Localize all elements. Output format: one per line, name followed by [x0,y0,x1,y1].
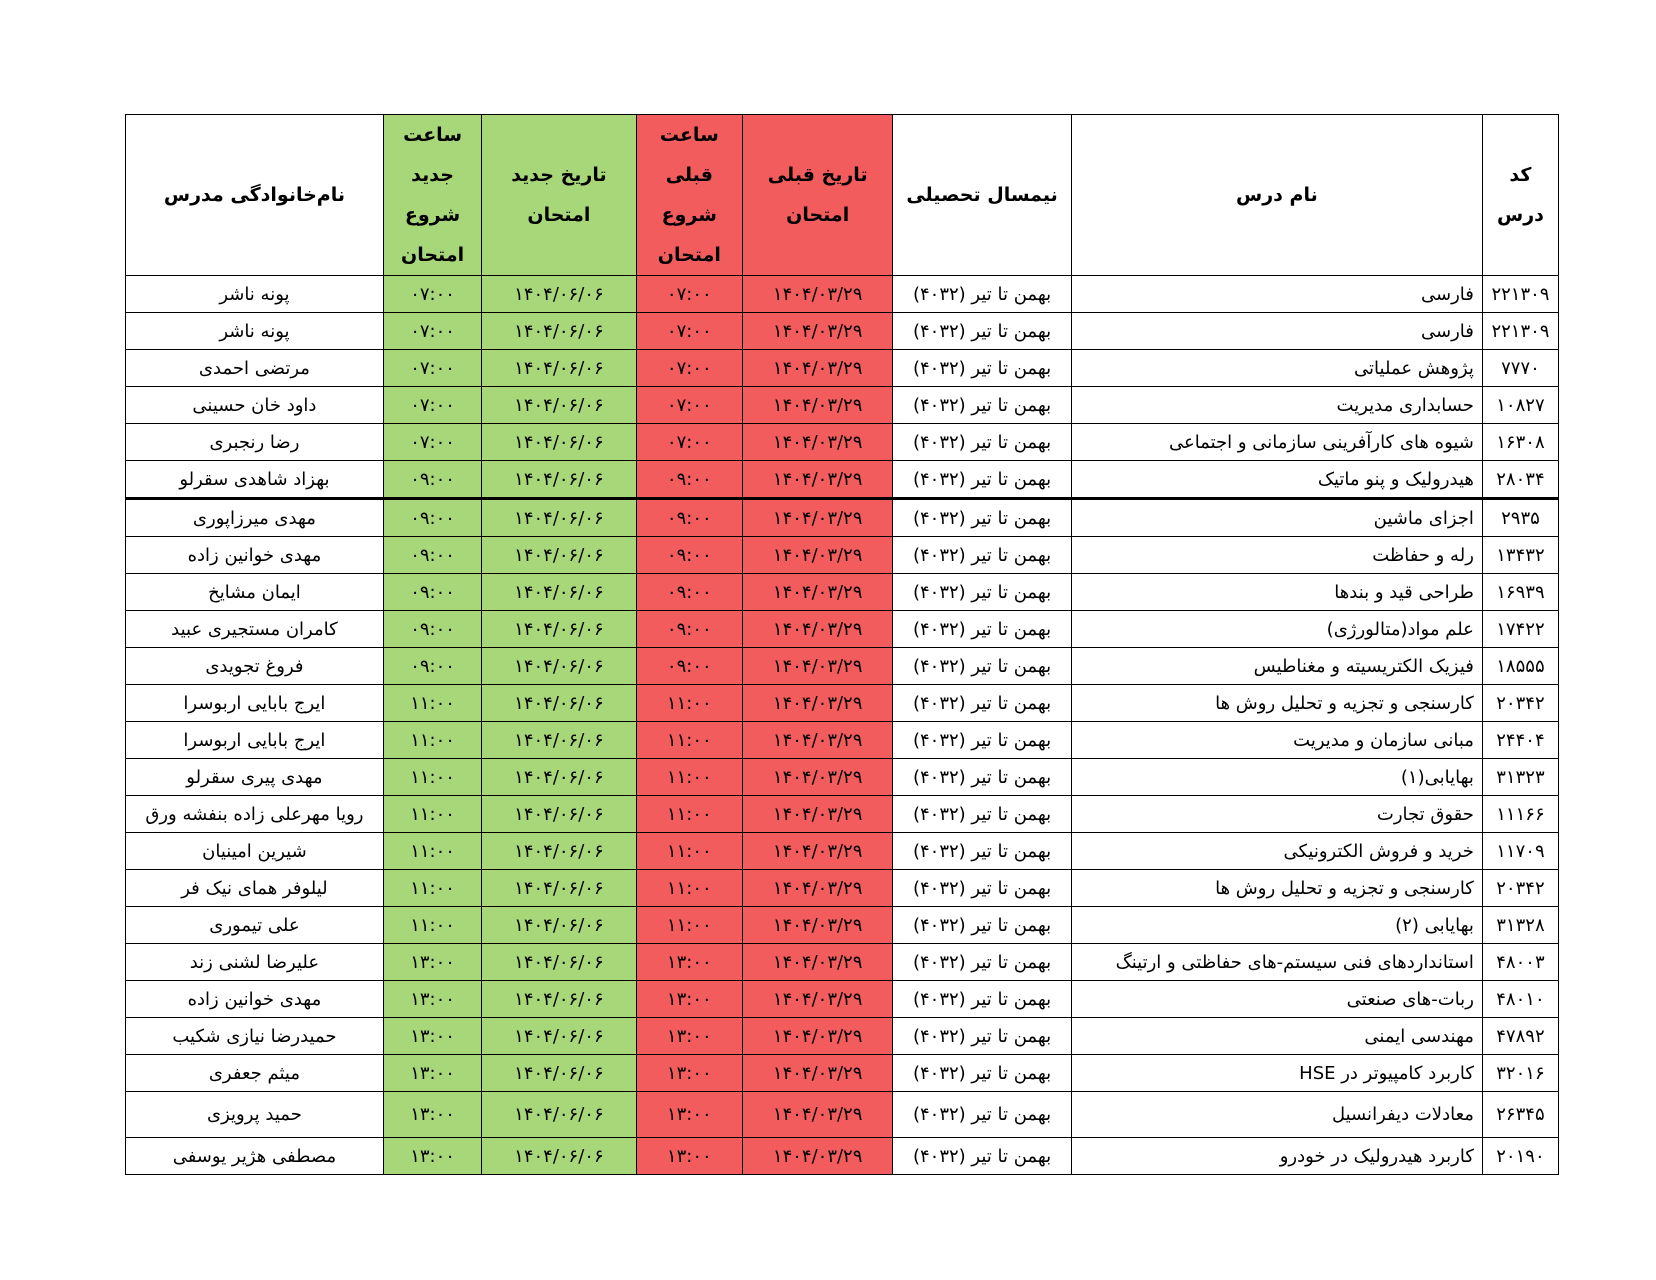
course-name-cell: اجزای ماشین [1071,499,1482,537]
new-time-cell: ۱۳:۰۰ [383,981,481,1018]
previous-time-cell: ۱۳:۰۰ [636,944,743,981]
new-date-cell: ۱۴۰۴/۰۶/۰۶ [482,387,636,424]
instructor-cell: علی تیموری [126,907,384,944]
new-date-cell: ۱۴۰۴/۰۶/۰۶ [482,1018,636,1055]
new-date-cell: ۱۴۰۴/۰۶/۰۶ [482,537,636,574]
new-time-cell: ۰۹:۰۰ [383,537,481,574]
header-previous-time: ساعت قبلی شروع امتحان [636,115,743,276]
table-row [126,759,1559,796]
table-row [126,796,1559,833]
table-row [126,870,1559,907]
new-time-cell: ۱۱:۰۰ [383,722,481,759]
previous-time-cell: ۱۳:۰۰ [636,1018,743,1055]
semester-cell: بهمن تا تیر (۴۰۳۲) [893,1092,1072,1138]
table-row [126,574,1559,611]
course-name-cell: استانداردهای فنی سیستم-های حفاظتی و ارتینگ [1071,944,1482,981]
semester-cell: بهمن تا تیر (۴۰۳۲) [893,833,1072,870]
previous-date-cell: ۱۴۰۴/۰۳/۲۹ [743,1018,893,1055]
previous-date-cell: ۱۴۰۴/۰۳/۲۹ [743,759,893,796]
new-date-cell: ۱۴۰۴/۰۶/۰۶ [482,350,636,387]
course-code-cell: ۳۱۳۲۳ [1482,759,1558,796]
course-name-cell: رله و حفاظت [1071,537,1482,574]
course-name-cell: حسابداری مدیریت [1071,387,1482,424]
header-previous-date: تاریخ قبلی امتحان [743,115,893,276]
semester-cell: بهمن تا تیر (۴۰۳۲) [893,387,1072,424]
new-time-cell: ۰۹:۰۰ [383,461,481,499]
previous-date-cell: ۱۴۰۴/۰۳/۲۹ [743,1055,893,1092]
course-code-cell: ۱۸۵۵۵ [1482,648,1558,685]
previous-time-cell: ۱۱:۰۰ [636,833,743,870]
previous-date-cell: ۱۴۰۴/۰۳/۲۹ [743,1092,893,1138]
new-time-cell: ۱۱:۰۰ [383,796,481,833]
course-code-cell: ۷۷۷۰ [1482,350,1558,387]
course-code-cell: ۲۰۳۴۲ [1482,685,1558,722]
new-date-cell: ۱۴۰۴/۰۶/۰۶ [482,611,636,648]
header-semester: نیمسال تحصیلی [893,115,1072,276]
new-time-cell: ۰۹:۰۰ [383,574,481,611]
new-time-cell: ۱۱:۰۰ [383,907,481,944]
new-time-cell: ۰۷:۰۰ [383,424,481,461]
header-course-name: نام درس [1071,115,1482,276]
previous-time-cell: ۱۳:۰۰ [636,981,743,1018]
new-date-cell: ۱۴۰۴/۰۶/۰۶ [482,499,636,537]
previous-date-cell: ۱۴۰۴/۰۳/۲۹ [743,387,893,424]
semester-cell: بهمن تا تیر (۴۰۳۲) [893,870,1072,907]
course-name-cell: بهایابی(۱) [1071,759,1482,796]
instructor-cell: ایرج بابایی اربوسرا [126,722,384,759]
semester-cell: بهمن تا تیر (۴۰۳۲) [893,759,1072,796]
header-new-time: ساعت جدید شروع امتحان [383,115,481,276]
table-row [126,944,1559,981]
new-time-cell: ۰۹:۰۰ [383,648,481,685]
instructor-cell: مهدی پیری سقرلو [126,759,384,796]
instructor-cell: مصطفی هژیر یوسفی [126,1138,384,1175]
instructor-cell: حمید پرویزی [126,1092,384,1138]
table-row [126,1138,1559,1175]
new-date-cell: ۱۴۰۴/۰۶/۰۶ [482,1092,636,1138]
previous-time-cell: ۰۹:۰۰ [636,537,743,574]
previous-date-cell: ۱۴۰۴/۰۳/۲۹ [743,870,893,907]
semester-cell: بهمن تا تیر (۴۰۳۲) [893,981,1072,1018]
course-name-cell: فیزیک الکتریسیته و مغناطیس [1071,648,1482,685]
new-date-cell: ۱۴۰۴/۰۶/۰۶ [482,833,636,870]
course-code-cell: ۳۱۳۲۸ [1482,907,1558,944]
previous-time-cell: ۱۳:۰۰ [636,1138,743,1175]
course-name-cell: کاربرد هیدرولیک در خودرو [1071,1138,1482,1175]
course-name-cell: بهایابی (۲) [1071,907,1482,944]
table-row [126,461,1559,499]
previous-time-cell: ۱۱:۰۰ [636,907,743,944]
previous-date-cell: ۱۴۰۴/۰۳/۲۹ [743,648,893,685]
course-code-cell: ۱۰۸۲۷ [1482,387,1558,424]
previous-date-cell: ۱۴۰۴/۰۳/۲۹ [743,944,893,981]
previous-date-cell: ۱۴۰۴/۰۳/۲۹ [743,833,893,870]
new-date-cell: ۱۴۰۴/۰۶/۰۶ [482,981,636,1018]
new-time-cell: ۱۳:۰۰ [383,1055,481,1092]
course-name-cell: پژوهش عملیاتی [1071,350,1482,387]
previous-date-cell: ۱۴۰۴/۰۳/۲۹ [743,574,893,611]
new-date-cell: ۱۴۰۴/۰۶/۰۶ [482,276,636,313]
previous-date-cell: ۱۴۰۴/۰۳/۲۹ [743,722,893,759]
semester-cell: بهمن تا تیر (۴۰۳۲) [893,685,1072,722]
table-row [126,648,1559,685]
instructor-cell: شیرین امینیان [126,833,384,870]
course-code-cell: ۳۲۰۱۶ [1482,1055,1558,1092]
instructor-cell: پونه ناشر [126,276,384,313]
header-row [126,115,1559,276]
instructor-cell: مهدی میرزاپوری [126,499,384,537]
semester-cell: بهمن تا تیر (۴۰۳۲) [893,1018,1072,1055]
table-row [126,722,1559,759]
table-row [126,387,1559,424]
course-code-cell: ۱۶۹۳۹ [1482,574,1558,611]
table-row [126,1092,1559,1138]
instructor-cell: پونه ناشر [126,313,384,350]
new-date-cell: ۱۴۰۴/۰۶/۰۶ [482,870,636,907]
course-code-cell: ۲۶۳۴۵ [1482,1092,1558,1138]
exam-rows [126,276,1559,1175]
course-name-cell: کارسنجی و تجزیه و تحلیل روش ها [1071,870,1482,907]
course-code-cell: ۲۴۴۰۴ [1482,722,1558,759]
new-time-cell: ۰۷:۰۰ [383,313,481,350]
course-code-cell: ۴۷۸۹۲ [1482,1018,1558,1055]
semester-cell: بهمن تا تیر (۴۰۳۲) [893,424,1072,461]
previous-time-cell: ۰۹:۰۰ [636,574,743,611]
exam-schedule-table [125,114,1559,1175]
previous-time-cell: ۱۱:۰۰ [636,759,743,796]
instructor-cell: داود خان حسینی [126,387,384,424]
semester-cell: بهمن تا تیر (۴۰۳۲) [893,313,1072,350]
previous-date-cell: ۱۴۰۴/۰۳/۲۹ [743,685,893,722]
previous-date-cell: ۱۴۰۴/۰۳/۲۹ [743,611,893,648]
previous-time-cell: ۱۳:۰۰ [636,1092,743,1138]
semester-cell: بهمن تا تیر (۴۰۳۲) [893,722,1072,759]
table-row [126,611,1559,648]
new-date-cell: ۱۴۰۴/۰۶/۰۶ [482,722,636,759]
course-name-cell: معادلات دیفرانسیل [1071,1092,1482,1138]
instructor-cell: حمیدرضا نیازی شکیب [126,1018,384,1055]
course-code-cell: ۲۰۳۴۲ [1482,870,1558,907]
previous-date-cell: ۱۴۰۴/۰۳/۲۹ [743,1138,893,1175]
new-date-cell: ۱۴۰۴/۰۶/۰۶ [482,944,636,981]
new-date-cell: ۱۴۰۴/۰۶/۰۶ [482,907,636,944]
semester-cell: بهمن تا تیر (۴۰۳۲) [893,461,1072,499]
instructor-cell: علیرضا لشنی زند [126,944,384,981]
new-time-cell: ۰۷:۰۰ [383,350,481,387]
previous-time-cell: ۱۱:۰۰ [636,870,743,907]
new-date-cell: ۱۴۰۴/۰۶/۰۶ [482,796,636,833]
semester-cell: بهمن تا تیر (۴۰۳۲) [893,1055,1072,1092]
table-row [126,276,1559,313]
new-time-cell: ۰۷:۰۰ [383,276,481,313]
course-name-cell: کارسنجی و تجزیه و تحلیل روش ها [1071,685,1482,722]
course-name-cell: فارسی [1071,276,1482,313]
table-row [126,537,1559,574]
course-name-cell: حقوق تجارت [1071,796,1482,833]
previous-date-cell: ۱۴۰۴/۰۳/۲۹ [743,499,893,537]
course-name-cell: طراحی قید و بندها [1071,574,1482,611]
new-time-cell: ۱۱:۰۰ [383,870,481,907]
previous-time-cell: ۰۷:۰۰ [636,313,743,350]
semester-cell: بهمن تا تیر (۴۰۳۲) [893,1138,1072,1175]
instructor-cell: ایرج بابایی اربوسرا [126,685,384,722]
previous-date-cell: ۱۴۰۴/۰۳/۲۹ [743,981,893,1018]
previous-date-cell: ۱۴۰۴/۰۳/۲۹ [743,276,893,313]
table-row [126,1018,1559,1055]
course-name-cell: هیدرولیک و پنو ماتیک [1071,461,1482,499]
new-time-cell: ۰۹:۰۰ [383,611,481,648]
previous-date-cell: ۱۴۰۴/۰۳/۲۹ [743,461,893,499]
new-date-cell: ۱۴۰۴/۰۶/۰۶ [482,313,636,350]
header-instructor: نام‌خانوادگی مدرس [126,115,384,276]
instructor-cell: رویا مهرعلی زاده بنفشه ورق [126,796,384,833]
course-name-cell: ربات-های صنعتی [1071,981,1482,1018]
new-time-cell: ۰۹:۰۰ [383,499,481,537]
instructor-cell: میثم جعفری [126,1055,384,1092]
instructor-cell: مهدی خوانین زاده [126,981,384,1018]
new-time-cell: ۰۷:۰۰ [383,387,481,424]
semester-cell: بهمن تا تیر (۴۰۳۲) [893,537,1072,574]
previous-date-cell: ۱۴۰۴/۰۳/۲۹ [743,537,893,574]
previous-date-cell: ۱۴۰۴/۰۳/۲۹ [743,796,893,833]
semester-cell: بهمن تا تیر (۴۰۳۲) [893,796,1072,833]
new-date-cell: ۱۴۰۴/۰۶/۰۶ [482,574,636,611]
semester-cell: بهمن تا تیر (۴۰۳۲) [893,648,1072,685]
header-course-code: کد درس [1482,115,1558,276]
semester-cell: بهمن تا تیر (۴۰۳۲) [893,499,1072,537]
instructor-cell: مرتضی احمدی [126,350,384,387]
new-time-cell: ۱۳:۰۰ [383,944,481,981]
new-date-cell: ۱۴۰۴/۰۶/۰۶ [482,685,636,722]
course-name-cell: شیوه های کارآفرینی سازمانی و اجتماعی [1071,424,1482,461]
course-name-cell: مبانی سازمان و مدیریت [1071,722,1482,759]
previous-date-cell: ۱۴۰۴/۰۳/۲۹ [743,350,893,387]
table-row [126,907,1559,944]
previous-time-cell: ۰۷:۰۰ [636,350,743,387]
previous-date-cell: ۱۴۰۴/۰۳/۲۹ [743,424,893,461]
new-date-cell: ۱۴۰۴/۰۶/۰۶ [482,424,636,461]
new-date-cell: ۱۴۰۴/۰۶/۰۶ [482,1138,636,1175]
new-date-cell: ۱۴۰۴/۰۶/۰۶ [482,648,636,685]
semester-cell: بهمن تا تیر (۴۰۳۲) [893,276,1072,313]
table-row [126,424,1559,461]
table-row [126,685,1559,722]
previous-time-cell: ۱۱:۰۰ [636,685,743,722]
previous-time-cell: ۱۱:۰۰ [636,796,743,833]
semester-cell: بهمن تا تیر (۴۰۳۲) [893,907,1072,944]
course-code-cell: ۱۶۳۰۸ [1482,424,1558,461]
new-time-cell: ۱۳:۰۰ [383,1092,481,1138]
course-name-cell: خرید و فروش الکترونیکی [1071,833,1482,870]
semester-cell: بهمن تا تیر (۴۰۳۲) [893,574,1072,611]
previous-time-cell: ۰۷:۰۰ [636,276,743,313]
course-code-cell: ۲۰۱۹۰ [1482,1138,1558,1175]
new-time-cell: ۱۳:۰۰ [383,1138,481,1175]
new-date-cell: ۱۴۰۴/۰۶/۰۶ [482,1055,636,1092]
new-time-cell: ۱۱:۰۰ [383,685,481,722]
course-name-cell: مهندسی ایمنی [1071,1018,1482,1055]
new-time-cell: ۱۱:۰۰ [383,759,481,796]
previous-time-cell: ۰۹:۰۰ [636,648,743,685]
table-row [126,1055,1559,1092]
previous-time-cell: ۰۹:۰۰ [636,611,743,648]
new-date-cell: ۱۴۰۴/۰۶/۰۶ [482,461,636,499]
instructor-cell: فروغ تجویدی [126,648,384,685]
previous-time-cell: ۰۷:۰۰ [636,387,743,424]
course-code-cell: ۴۸۰۱۰ [1482,981,1558,1018]
semester-cell: بهمن تا تیر (۴۰۳۲) [893,611,1072,648]
table-row [126,981,1559,1018]
course-code-cell: ۱۳۴۳۲ [1482,537,1558,574]
semester-cell: بهمن تا تیر (۴۰۳۲) [893,944,1072,981]
exam-schedule-sheet [125,114,1559,1175]
table-row [126,313,1559,350]
course-code-cell: ۲۸۰۳۴ [1482,461,1558,499]
course-code-cell: ۱۷۴۲۲ [1482,611,1558,648]
instructor-cell: ایمان مشایخ [126,574,384,611]
previous-time-cell: ۱۳:۰۰ [636,1055,743,1092]
instructor-cell: رضا رنجبری [126,424,384,461]
new-time-cell: ۱۳:۰۰ [383,1018,481,1055]
previous-time-cell: ۰۹:۰۰ [636,499,743,537]
course-name-cell: فارسی [1071,313,1482,350]
previous-time-cell: ۱۱:۰۰ [636,722,743,759]
table-row [126,833,1559,870]
new-time-cell: ۱۱:۰۰ [383,833,481,870]
instructor-cell: لیلوفر همای نیک فر [126,870,384,907]
previous-time-cell: ۰۷:۰۰ [636,424,743,461]
previous-time-cell: ۰۹:۰۰ [636,461,743,499]
course-code-cell: ۴۸۰۰۳ [1482,944,1558,981]
previous-date-cell: ۱۴۰۴/۰۳/۲۹ [743,313,893,350]
course-code-cell: ۱۱۱۶۶ [1482,796,1558,833]
course-code-cell: ۱۱۷۰۹ [1482,833,1558,870]
instructor-cell: کامران مستجیری عبید [126,611,384,648]
header-new-date: تاریخ جدید امتحان [482,115,636,276]
semester-cell: بهمن تا تیر (۴۰۳۲) [893,350,1072,387]
table-row [126,499,1559,537]
table-row [126,350,1559,387]
course-code-cell: ۲۲۱۳۰۹ [1482,276,1558,313]
course-code-cell: ۲۲۱۳۰۹ [1482,313,1558,350]
course-name-cell: علم مواد(متالورژی) [1071,611,1482,648]
course-code-cell: ۲۹۳۵ [1482,499,1558,537]
instructor-cell: مهدی خوانین زاده [126,537,384,574]
course-name-cell: کاربرد کامپیوتر در HSE [1071,1055,1482,1092]
instructor-cell: بهزاد شاهدی سقرلو [126,461,384,499]
new-date-cell: ۱۴۰۴/۰۶/۰۶ [482,759,636,796]
previous-date-cell: ۱۴۰۴/۰۳/۲۹ [743,907,893,944]
